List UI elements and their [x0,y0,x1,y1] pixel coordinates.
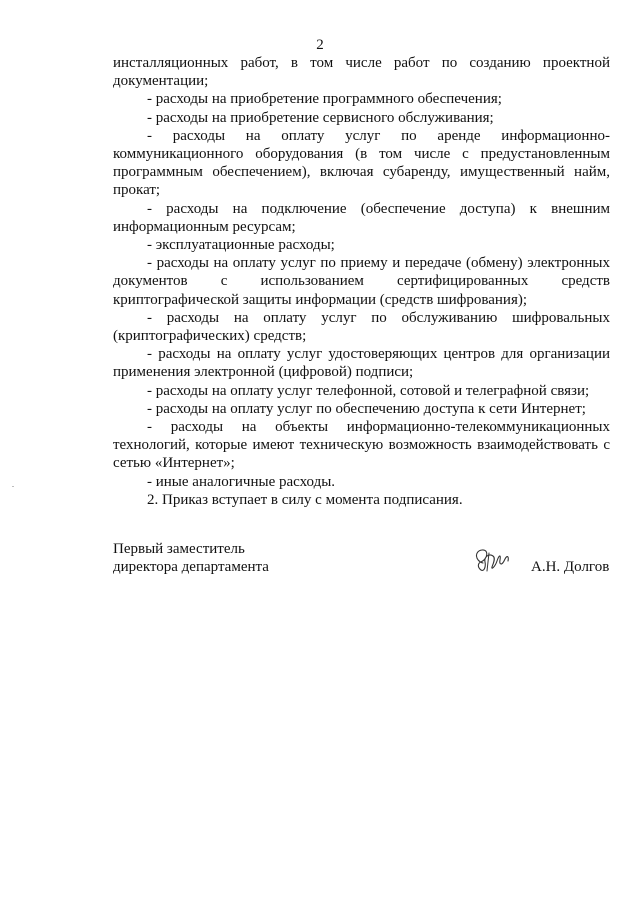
list-item-edocuments: - расходы на оплату услуг по приему и передаче (обмену) электронных документов с использованием сертифицированных средств криптографической защиты информации (средств шифрования); [113,255,610,308]
list-item-internet-access: - расходы на оплату услуг по обеспечению доступа к сети Интернет; [147,400,586,417]
page-number: 2 [316,37,324,53]
list-item-equipment-rental: - расходы на оплату услуг по аренде информационно-коммуникационного оборудования (в том числе с предустановленным программным обеспечением), включая субаренду, имущественный найм, прокат; [113,127,610,199]
list-item-crypto: - расходы на оплату услуг по обслуживанию шифровальных (криптографических) средств; [113,309,610,345]
signatory-title-line-1: Первый заместитель [113,541,245,557]
document-body [113,54,610,509]
signatory-title-line-2: директора департамента [113,559,269,576]
handwritten-signature [469,545,515,575]
list-item-ict-objects: - расходы на объекты информационно-телекоммуникационных технологий, которые имеют техническую возможность взаимодействовать с сетью «Интернет»; [113,419,610,472]
list-item-software: - расходы на приобретение программного обеспечения; [147,91,502,108]
list-item-external-access: - расходы на подключение (обеспечение доступа) к внешним информационным ресурсам; [113,200,610,235]
scan-margin-mark [12,486,14,487]
list-item-telecom: - расходы на оплату услуг телефонной, сотовой и телеграфной связи; [147,382,590,399]
signatory-name: А.Н. Долгов [531,559,610,575]
clause-effective-date: 2. Приказ вступает в силу с момента подписания. [147,491,463,508]
list-item-operational: - эксплуатационные расходы; [147,237,335,254]
list-item-other: - иные аналогичные расходы. [147,473,336,490]
signature-block [113,540,610,580]
list-item-service: - расходы на приобретение сервисного обслуживания; [147,109,494,126]
list-item-certification-centers: - расходы на оплату услуг удостоверяющих центров для организации применения электронной (цифровой) подписи; [113,346,610,381]
signatory-title [113,540,269,576]
paragraph-continuation: инсталляционных работ, в том числе работ по созданию проектной документации; [113,55,610,90]
